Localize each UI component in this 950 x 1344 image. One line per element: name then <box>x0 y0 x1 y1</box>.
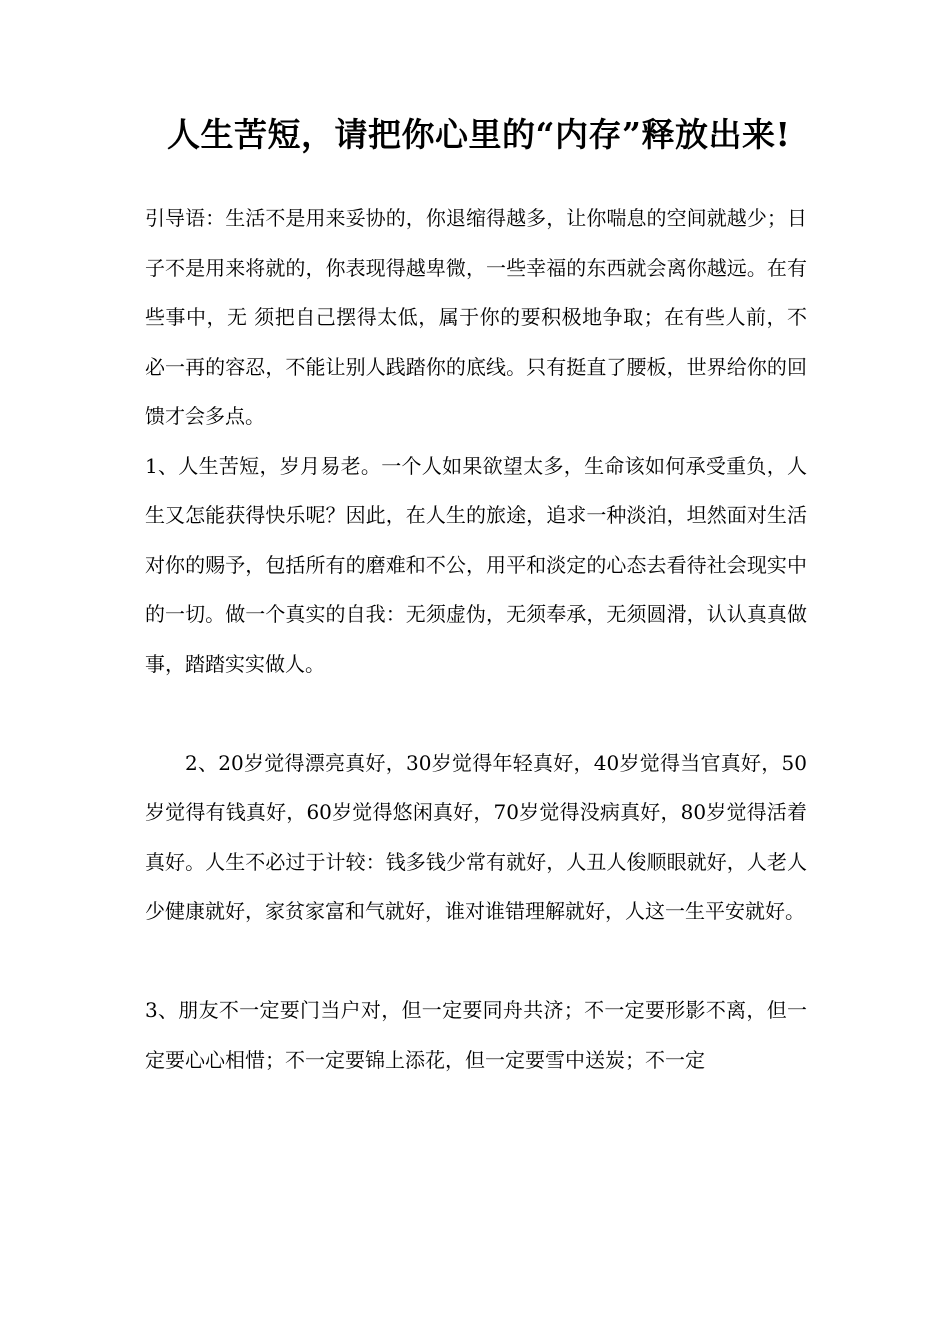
document-title: 人生苦短，请把你心里的“内存”释放出来! <box>167 115 791 154</box>
paragraph-1: 1、人生苦短，岁月易老。一个人如果欲望太多，生命该如何承受重负，人生又怎能获得快乐呢？因此，在人生的旅途，追求一种淡泊，坦然面对生活对你的赐予，包括所有的磨难和不公，用平和淡定的心态去看待社会现实中的一切。做一个真实的自我：无须虚伪，无须奉承，无须圆滑，认认真真做事，踏踏实实做人。 <box>145 453 807 676</box>
paragraph-2: 2、20岁觉得漂亮真好，30岁觉得年轻真好，40岁觉得当官真好，50岁觉得有钱真好，60岁觉得悠闲真好，70岁觉得没病真好，80岁觉得活着真好。人生不必过于计较：钱多钱少常有就好，人丑人俊顺眼就好，人老人少健康就好，家贫家富和气就好，谁对谁错理解就好，人这一生平安就好。 <box>145 750 807 923</box>
lead-paragraph: 引导语：生活不是用来妥协的，你退缩得越多，让你喘息的空间就越少；日子不是用来将就的，你表现得越卑微，一些幸福的东西就会离你越远。在有些事中，无 须把自己摆得太低，属于你的要积极地争取；在有些人前，不必一再的容忍，不能让别人践踏你的底线。只有挺直了腰板，世界给你的回馈才会多点。 <box>145 206 807 428</box>
paragraph-3: 3、朋友不一定要门当户对，但一定要同舟共济；不一定要形影不离，但一定要心心相惜；不一定要锦上添花，但一定要雪中送炭；不一定 <box>145 998 807 1072</box>
document-body <box>145 100 807 1085</box>
